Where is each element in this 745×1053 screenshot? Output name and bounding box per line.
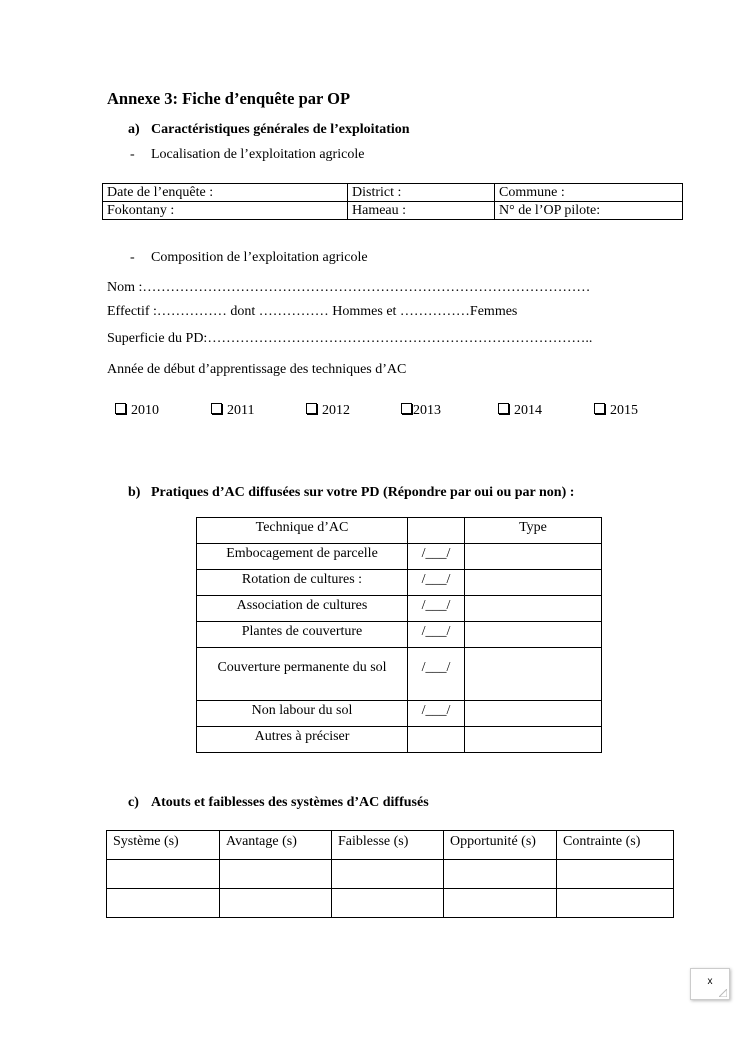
table-row xyxy=(103,202,683,220)
checkbox-icon[interactable] xyxy=(594,403,605,414)
systems-table xyxy=(106,830,674,918)
header-type: Type xyxy=(465,518,602,544)
technique-cell: Autres à préciser xyxy=(197,727,408,753)
table-row xyxy=(103,184,683,202)
header-blank xyxy=(408,518,465,544)
header-faiblesse: Faiblesse (s) xyxy=(332,831,444,860)
section-c-title: Atouts et faiblesses des systèmes d’AC diffusés xyxy=(151,795,429,810)
table-row xyxy=(197,727,602,753)
type-cell[interactable] xyxy=(465,570,602,596)
answer-cell[interactable]: /___/ xyxy=(408,701,465,727)
nom-field[interactable]: Nom :…………………………………………………………………………………… xyxy=(107,280,591,295)
answer-cell[interactable]: /___/ xyxy=(408,570,465,596)
year-option-2015[interactable] xyxy=(594,403,638,419)
table-cell[interactable] xyxy=(220,860,332,889)
answer-cell[interactable] xyxy=(408,727,465,753)
checkbox-icon[interactable] xyxy=(211,403,222,414)
table-row xyxy=(197,648,602,701)
year-label: 2013 xyxy=(413,403,441,418)
year-label: 2011 xyxy=(227,403,255,418)
header-opportunite: Opportunité (s) xyxy=(444,831,557,860)
bullet-composition-text: Composition de l’exploitation agricole xyxy=(151,250,368,265)
table-cell[interactable] xyxy=(557,860,674,889)
year-label: 2015 xyxy=(610,403,638,418)
section-c-heading xyxy=(128,795,429,811)
page-title: Annexe 3: Fiche d’enquête par OP xyxy=(107,89,351,108)
table-cell[interactable] xyxy=(444,889,557,918)
technique-cell: Non labour du sol xyxy=(197,701,408,727)
table-cell[interactable] xyxy=(220,889,332,918)
table-cell[interactable] xyxy=(107,860,220,889)
table-row xyxy=(197,622,602,648)
technique-cell: Rotation de cultures : xyxy=(197,570,408,596)
table-row xyxy=(197,701,602,727)
type-cell[interactable] xyxy=(465,727,602,753)
answer-cell[interactable]: /___/ xyxy=(408,622,465,648)
table-row xyxy=(107,860,674,889)
table-row xyxy=(197,570,602,596)
district-cell[interactable]: District : xyxy=(348,184,495,202)
superficie-field[interactable]: Superficie du PD:……………………………………………………………………….. xyxy=(107,331,593,346)
practices-table xyxy=(196,517,602,753)
checkbox-icon[interactable] xyxy=(401,403,412,414)
checkbox-icon[interactable] xyxy=(115,403,126,414)
bullet-localisation-text: Localisation de l’exploitation agricole xyxy=(151,147,365,162)
section-b-marker: b) xyxy=(128,485,141,500)
effectif-field[interactable]: Effectif :…………… dont …………… Hommes et ……………Femmes xyxy=(107,304,518,319)
op-pilote-cell[interactable]: N° de l’OP pilote: xyxy=(495,202,683,220)
type-cell[interactable] xyxy=(465,596,602,622)
technique-cell: Couverture permanente du sol xyxy=(197,648,408,701)
type-cell[interactable] xyxy=(465,544,602,570)
table-cell[interactable] xyxy=(444,860,557,889)
header-contrainte: Contrainte (s) xyxy=(557,831,674,860)
section-a-title: Caractéristiques générales de l’exploitation xyxy=(151,122,410,137)
location-table xyxy=(102,183,683,220)
header-systeme: Système (s) xyxy=(107,831,220,860)
technique-cell: Association de cultures xyxy=(197,596,408,622)
answer-cell[interactable]: /___/ xyxy=(408,648,465,701)
year-label: 2014 xyxy=(514,403,542,418)
year-label: 2012 xyxy=(322,403,350,418)
year-option-2010[interactable] xyxy=(115,403,159,419)
type-cell[interactable] xyxy=(465,701,602,727)
bullet-composition: - Composition de l’exploitation agricole xyxy=(130,250,368,265)
year-option-2012[interactable] xyxy=(306,403,350,419)
table-cell[interactable] xyxy=(557,889,674,918)
table-cell[interactable] xyxy=(332,889,444,918)
type-cell[interactable] xyxy=(465,648,602,701)
table-row xyxy=(197,596,602,622)
commune-cell[interactable]: Commune : xyxy=(495,184,683,202)
table-cell[interactable] xyxy=(107,889,220,918)
table-header-row xyxy=(107,831,674,860)
header-avantage: Avantage (s) xyxy=(220,831,332,860)
table-header-row xyxy=(197,518,602,544)
header-technique: Technique d’AC xyxy=(197,518,408,544)
year-option-2013[interactable] xyxy=(401,403,441,419)
bullet-localisation: - Localisation de l’exploitation agricole xyxy=(130,147,365,162)
fokontany-cell[interactable]: Fokontany : xyxy=(103,202,348,220)
section-b-title: Pratiques d’AC diffusées sur votre PD (Répondre par oui ou par non) : xyxy=(151,485,575,500)
technique-cell: Embocagement de parcelle xyxy=(197,544,408,570)
answer-cell[interactable]: /___/ xyxy=(408,544,465,570)
page-marker-box[interactable] xyxy=(690,968,730,1000)
type-cell[interactable] xyxy=(465,622,602,648)
year-option-2011[interactable] xyxy=(211,403,254,419)
table-row xyxy=(197,544,602,570)
checkbox-icon[interactable] xyxy=(306,403,317,414)
answer-cell[interactable]: /___/ xyxy=(408,596,465,622)
section-a-marker: a) xyxy=(128,122,140,137)
section-a-heading xyxy=(128,122,410,138)
page-marker: x xyxy=(707,976,713,987)
year-label: 2010 xyxy=(131,403,159,418)
technique-cell: Plantes de couverture xyxy=(197,622,408,648)
checkbox-icon[interactable] xyxy=(498,403,509,414)
date-enquete-cell[interactable]: Date de l’enquête : xyxy=(103,184,348,202)
section-c-marker: c) xyxy=(128,795,139,810)
section-b-heading xyxy=(128,485,575,501)
year-option-2014[interactable] xyxy=(498,403,542,419)
annee-label: Année de début d’apprentissage des techniques d’AC xyxy=(107,362,407,377)
hameau-cell[interactable]: Hameau : xyxy=(348,202,495,220)
table-row xyxy=(107,889,674,918)
page-corner-icon xyxy=(719,989,727,997)
table-cell[interactable] xyxy=(332,860,444,889)
